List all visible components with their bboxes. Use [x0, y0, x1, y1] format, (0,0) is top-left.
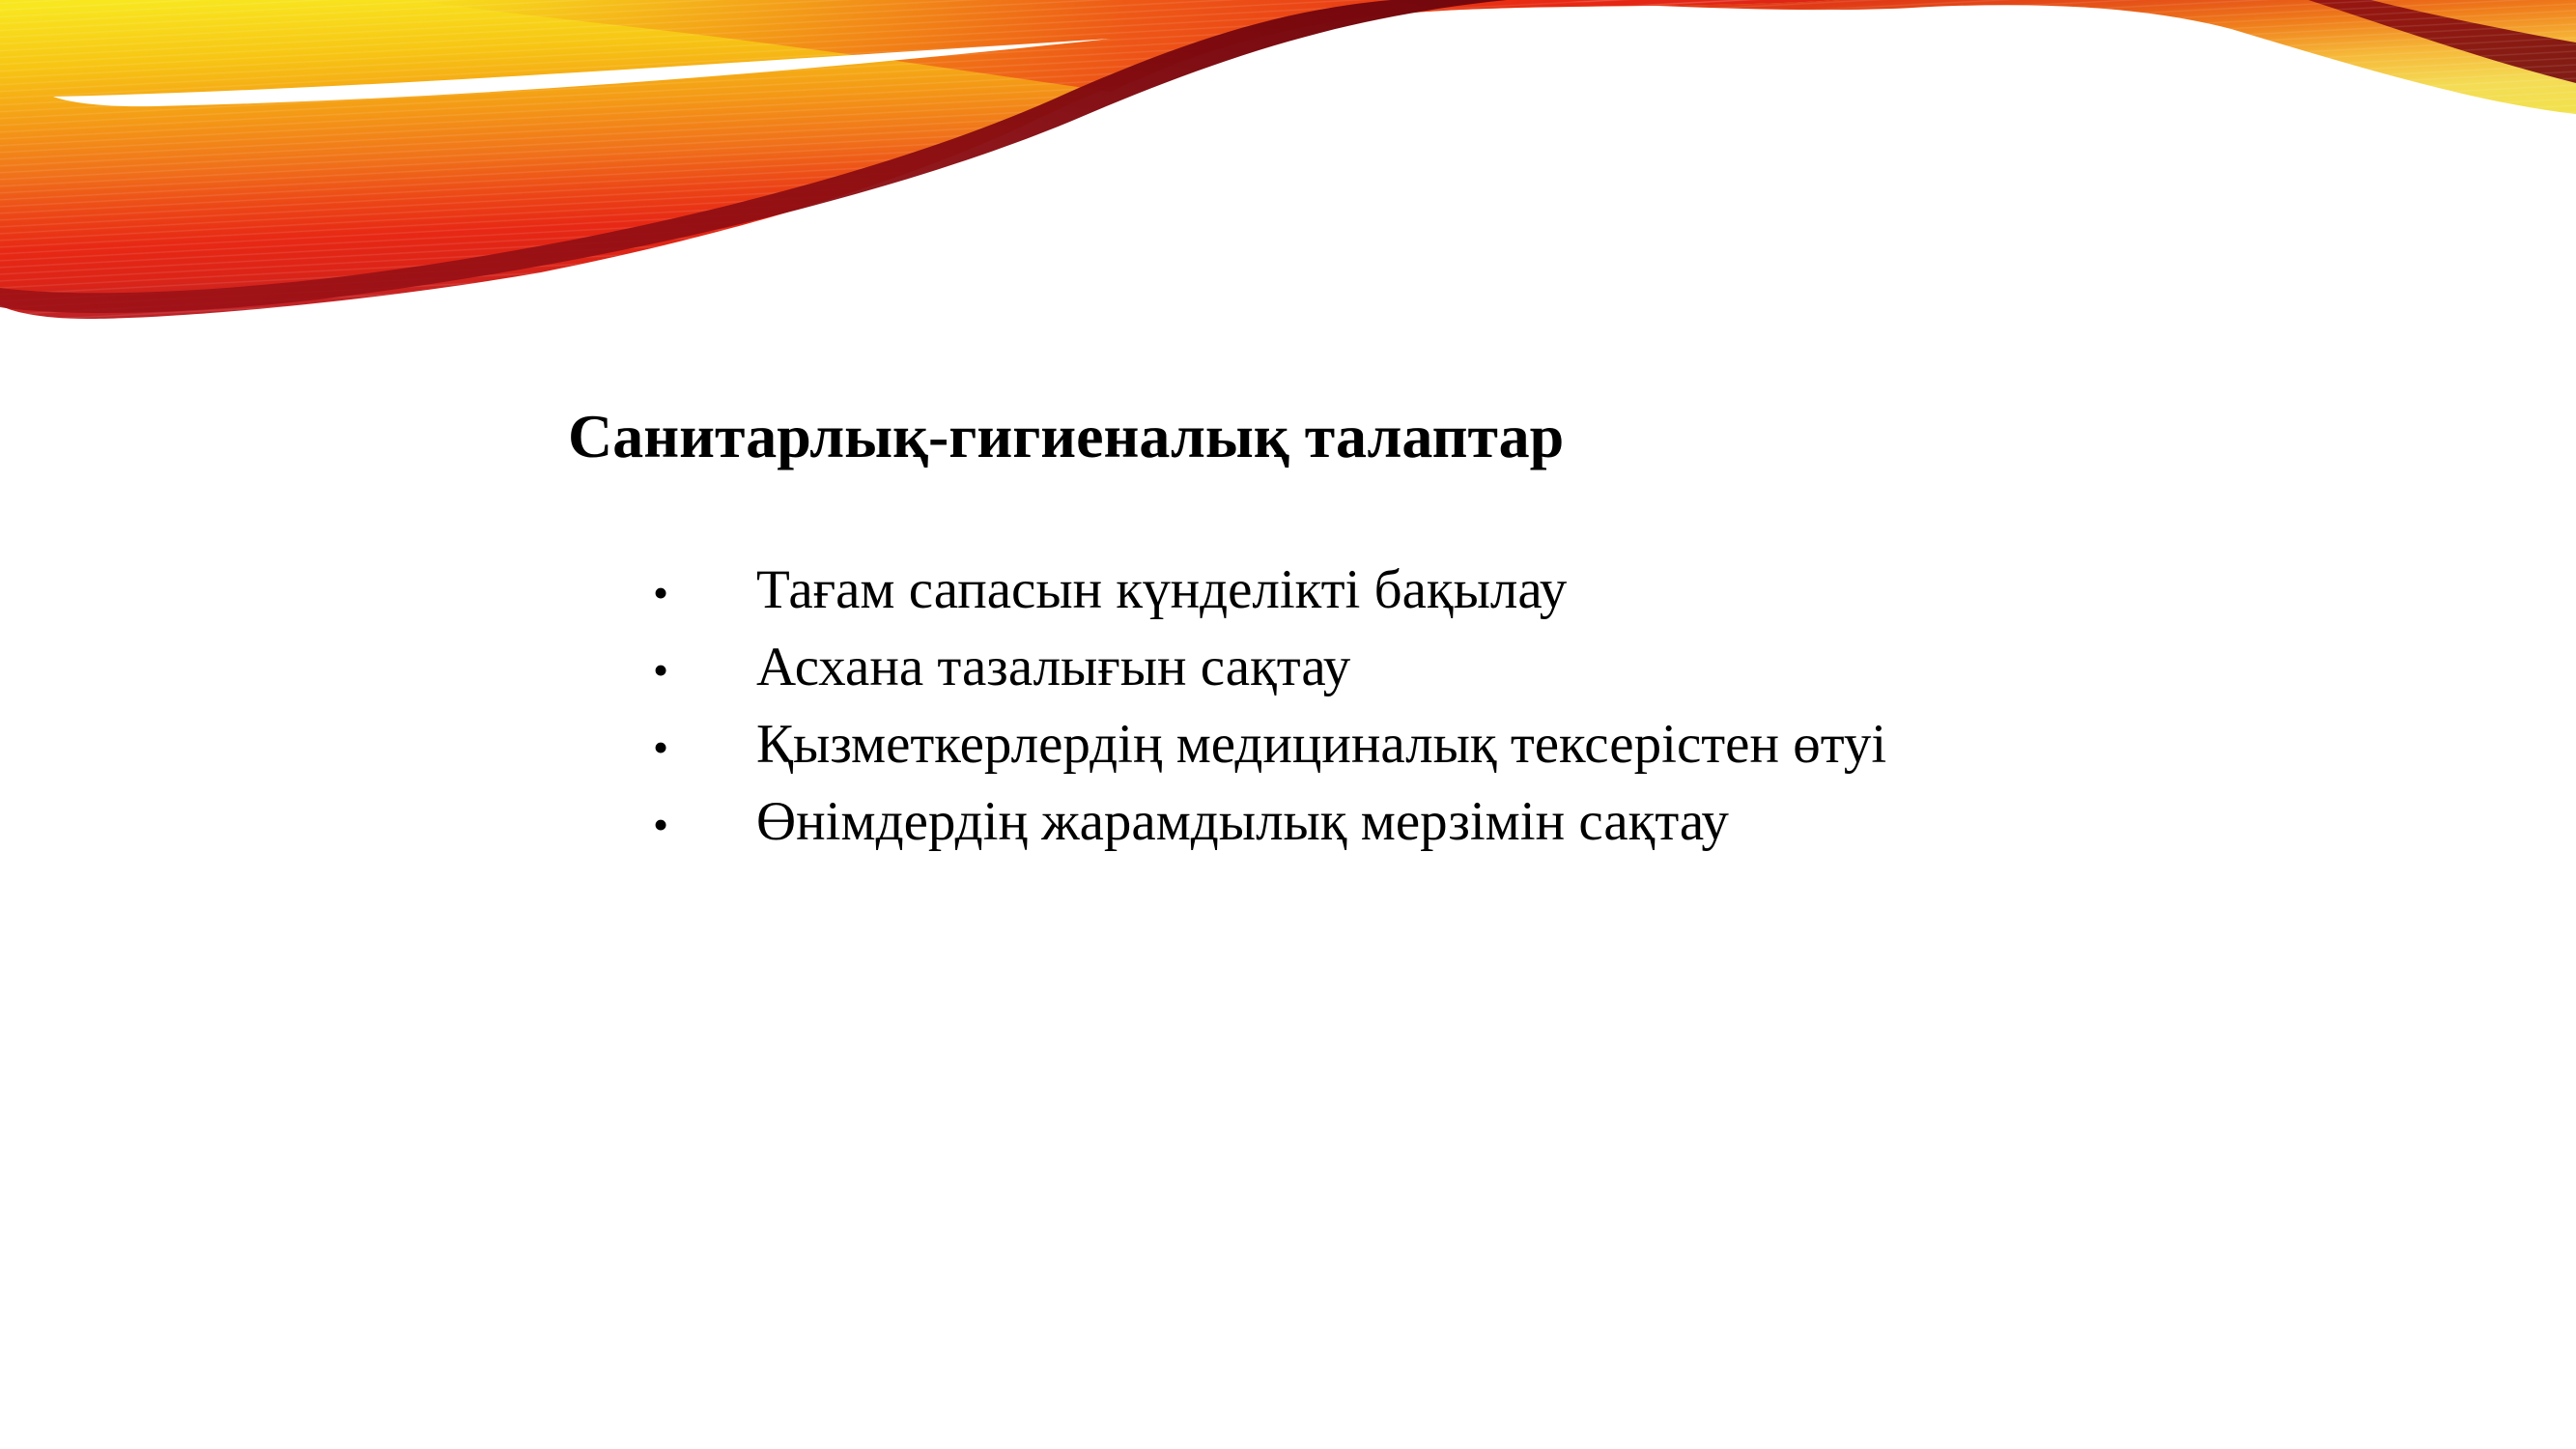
bullet-dot: • [653, 800, 669, 849]
bullet-item [653, 552, 1886, 629]
bullet-list [653, 552, 1886, 861]
bullet-text: Тағам сапасын күнделікті бақылау [756, 559, 1568, 620]
bullet-dot: • [653, 645, 669, 695]
bullet-item [653, 783, 1886, 861]
wave-decoration [0, 0, 2576, 386]
bullet-text: Қызметкерлердің медициналық тексерістен өтуі [756, 714, 1887, 775]
slide-title: Санитарлық-гигиеналық талаптар [568, 402, 1565, 470]
bullet-item [653, 706, 1886, 783]
wave-texture-right [1545, 0, 2576, 114]
bullet-dot: • [653, 568, 669, 617]
bullet-dot: • [653, 723, 669, 772]
bullet-text: Өнімдердің жарамдылық мерзімін сақтау [756, 791, 1729, 852]
bullet-text: Асхана тазалығын сақтау [756, 637, 1351, 697]
bullet-item [653, 629, 1886, 706]
